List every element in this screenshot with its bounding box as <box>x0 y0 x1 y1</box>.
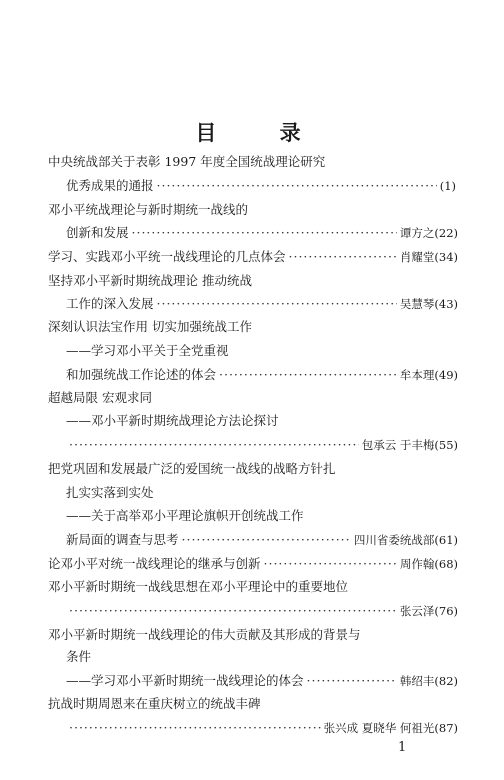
leader-dots <box>289 246 397 268</box>
toc-entry-author: 牟本理 <box>399 368 435 382</box>
toc-entry <box>48 246 458 268</box>
toc-entry-title: 抗战时期周恩来在重庆树立的统战丰碑 <box>48 696 261 711</box>
toc-line <box>48 270 458 292</box>
toc-entry-title: 论邓小平对统一战线理论的继承与创新 <box>48 556 261 571</box>
toc-entry-page: (68) <box>434 557 458 571</box>
toc-entry-subtitle: ——学习邓小平关于全党重视 <box>66 343 229 358</box>
toc-entry-title: 邓小平统战理论与新时期统一战线的 <box>48 202 249 217</box>
toc-entry-page: (1) <box>439 179 456 193</box>
toc-entry-page: (43) <box>434 297 458 311</box>
toc-line <box>48 387 458 409</box>
leader-dots <box>219 364 397 386</box>
toc-entry-author: 包承云 于丰梅 <box>361 438 435 452</box>
toc-entry-author: 肖耀堂 <box>399 250 435 264</box>
toc-entry-title: 坚持邓小平新时期统战理论 推动统战 <box>48 273 252 288</box>
toc-entry-title: 把党巩固和发展最广泛的爱国统一战线的战略方针扎 <box>48 461 336 476</box>
toc-entry-title: 超越局限 宏观求同 <box>48 390 152 405</box>
toc-entry-title: 邓小平新时期统一战线理论的伟大贡献及其形成的背景与 <box>48 627 361 642</box>
toc-entry <box>66 717 458 739</box>
toc-line <box>66 482 458 504</box>
leader-dots <box>132 222 397 244</box>
toc-line <box>66 505 458 527</box>
toc-entry-author: 张云泽 <box>399 604 435 618</box>
leader-dots <box>69 600 397 622</box>
toc-entry-author: 谭方之 <box>399 226 435 240</box>
toc-line <box>48 151 458 173</box>
leader-dots <box>69 434 359 456</box>
page-number: 1 <box>398 740 407 755</box>
toc-line <box>48 693 458 715</box>
toc-entry-author: 张兴成 夏晓华 何祖光 <box>323 721 435 735</box>
toc-entry <box>66 175 456 197</box>
toc-entry-page: (76) <box>434 604 458 618</box>
leader-dots <box>264 553 397 575</box>
toc-line <box>48 199 458 221</box>
toc-entry-author: 周作翰 <box>399 557 435 571</box>
leader-dots <box>157 175 437 197</box>
toc-entry <box>66 293 458 315</box>
leader-dots <box>307 670 397 692</box>
toc-line <box>48 624 468 646</box>
toc-entry-author: 吴慧琴 <box>399 297 435 311</box>
toc-entry-page: (49) <box>434 368 458 382</box>
toc-entry-title: 条件 <box>66 649 92 664</box>
toc-entry-title: 扎实实落到实处 <box>66 485 154 500</box>
toc-entry-title: 创新和发展 <box>66 225 129 240</box>
toc-entry <box>66 529 458 551</box>
toc-entry-author: 四川省委统战部 <box>353 533 435 547</box>
toc-line <box>66 340 458 362</box>
toc-entry-page: (61) <box>434 533 458 547</box>
toc-entry <box>66 222 458 244</box>
toc-entry <box>66 364 458 386</box>
leader-dots <box>69 717 321 739</box>
leader-dots <box>157 293 397 315</box>
toc-entry-author: 韩绍丰 <box>399 674 435 688</box>
leader-dots <box>182 529 351 551</box>
toc-line <box>48 316 458 338</box>
toc-entry-title: 深刻认识法宝作用 切实加强统战工作 <box>48 319 252 334</box>
toc-title: 目 录 <box>195 121 329 145</box>
toc-entry-page: (34) <box>434 250 458 264</box>
toc-entry-subtitle: ——关于高举邓小平理论旗帜开创统战工作 <box>66 508 304 523</box>
toc-line <box>66 646 458 668</box>
toc-entry-title: 工作的深入发展 <box>66 296 154 311</box>
toc-entry-page: (55) <box>434 438 458 452</box>
toc-entry <box>66 434 458 456</box>
toc-entry-subtitle: ——邓小平新时期统战理论方法论探讨 <box>66 413 279 428</box>
toc-entry-title: 和加强统战工作论述的体会 <box>66 367 217 382</box>
toc-entry-page: (22) <box>434 226 458 240</box>
toc-entry-title: 学习、实践邓小平统一战线理论的几点体会 <box>48 249 286 264</box>
toc-line <box>48 576 468 598</box>
toc-line <box>48 458 468 480</box>
toc-entry-subtitle: ——学习邓小平新时期统一战线理论的体会 <box>66 673 304 688</box>
toc-entry-page: (87) <box>434 721 458 735</box>
toc-entry-title: 新局面的调查与思考 <box>66 532 179 547</box>
toc-entry-title: 优秀成果的通报 <box>66 178 154 193</box>
toc-entry <box>66 670 458 692</box>
toc-entry-page: (82) <box>434 674 458 688</box>
toc-entry-title: 中央统战部关于表彰 1997 年度全国统战理论研究 <box>48 154 326 169</box>
toc-entry-title: 邓小平新时期统一战线思想在邓小平理论中的重要地位 <box>48 579 349 594</box>
toc-line <box>66 410 458 432</box>
toc-entry <box>66 600 458 622</box>
toc-entry <box>48 553 458 575</box>
